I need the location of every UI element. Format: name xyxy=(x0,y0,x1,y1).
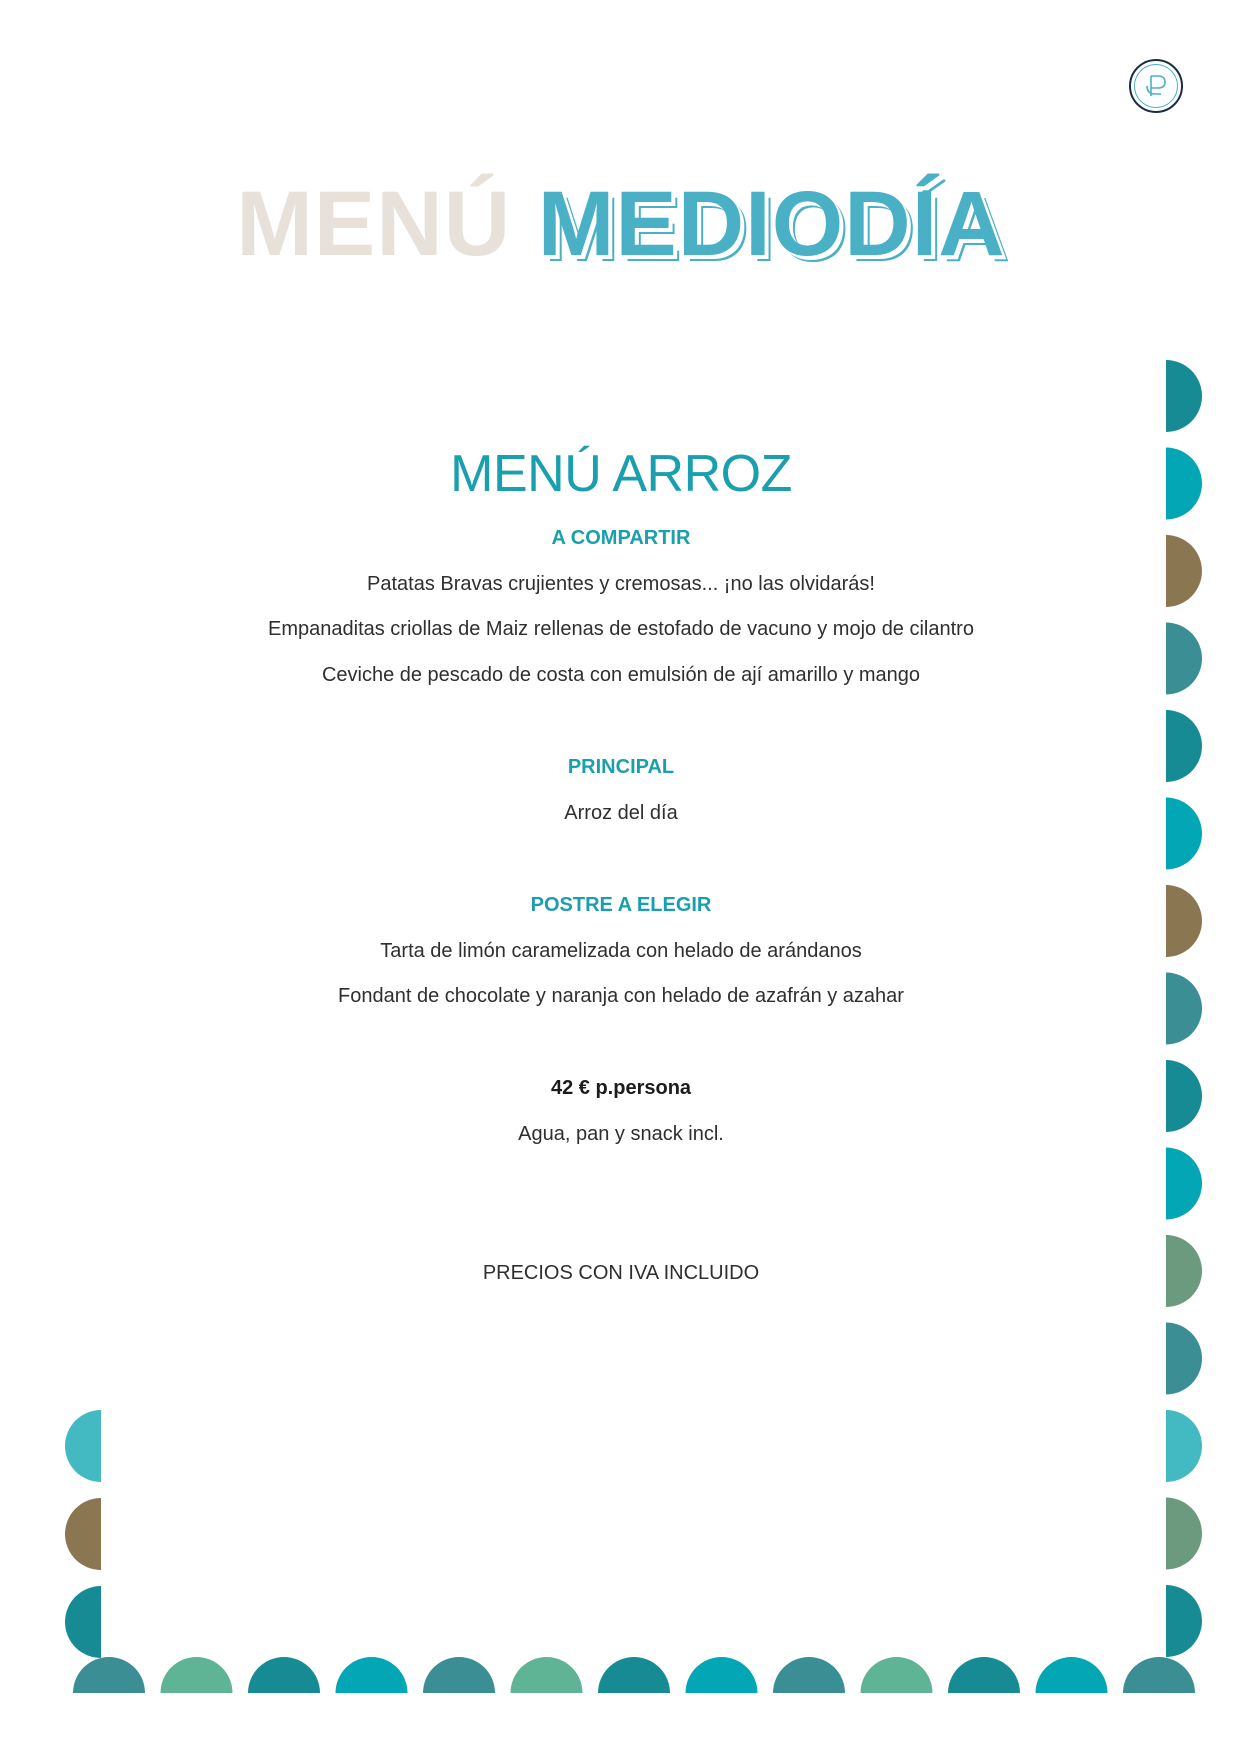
right-half-circle xyxy=(1166,535,1202,607)
includes-note: Agua, pan y snack incl. xyxy=(518,1123,724,1145)
menu-item: Fondant de chocolate y naranja con helado de azafrán y azahar xyxy=(338,985,904,1007)
left-half-circle xyxy=(65,1586,101,1658)
right-half-circle xyxy=(1166,448,1202,520)
bottom-half-circle xyxy=(1123,1657,1195,1693)
right-half-circle xyxy=(1166,1235,1202,1307)
right-half-circle xyxy=(1166,1585,1202,1657)
bottom-half-circle xyxy=(248,1657,320,1693)
bottom-half-circle xyxy=(1036,1657,1108,1693)
section-heading-principal: PRINCIPAL xyxy=(567,756,675,778)
headline-word-menu: MENÚ xyxy=(236,173,512,275)
menu-item: Arroz del día xyxy=(564,802,678,824)
bottom-half-circle xyxy=(511,1657,583,1693)
bottom-half-circle xyxy=(948,1657,1020,1693)
bottom-half-circle xyxy=(336,1657,408,1693)
right-half-circle xyxy=(1166,1323,1202,1395)
menu-item: Empanaditas criollas de Maiz rellenas de estofado de vacuno y mojo de cilantro xyxy=(268,618,974,640)
bottom-half-circle xyxy=(73,1657,145,1693)
right-half-circle xyxy=(1166,710,1202,782)
bottom-half-circle xyxy=(686,1657,758,1693)
right-half-circle xyxy=(1166,798,1202,870)
right-half-circle xyxy=(1166,973,1202,1045)
section-heading-postre: POSTRE A ELEGIR xyxy=(530,894,712,916)
headline-word-mediodia: MEDIODÍA xyxy=(537,173,1006,275)
left-half-circle xyxy=(65,1498,101,1570)
right-half-circle xyxy=(1166,1498,1202,1570)
right-half-circle xyxy=(1166,623,1202,695)
tax-note: PRECIOS CON IVA INCLUIDO xyxy=(482,1262,760,1284)
menu-item: Tarta de limón caramelizada con helado de arándanos xyxy=(380,940,862,962)
bottom-half-circle xyxy=(423,1657,495,1693)
section-heading-compartir: A COMPARTIR xyxy=(551,527,691,549)
menu-title: MENÚ ARROZ xyxy=(450,445,792,503)
bottom-half-circle xyxy=(773,1657,845,1693)
bottom-half-circle xyxy=(598,1657,670,1693)
bottom-half-circle xyxy=(861,1657,933,1693)
left-half-circle xyxy=(65,1410,101,1482)
right-half-circle xyxy=(1166,1410,1202,1482)
menu-item: Patatas Bravas crujientes y cremosas... ¡no las olvidarás! xyxy=(367,573,875,595)
right-half-circle xyxy=(1166,1148,1202,1220)
price: 42 € p.persona xyxy=(550,1077,692,1099)
right-half-circle xyxy=(1166,885,1202,957)
menu-item: Ceviche de pescado de costa con emulsión de ají amarillo y mango xyxy=(321,664,921,686)
bottom-half-circle xyxy=(161,1657,233,1693)
right-half-circle xyxy=(1166,1060,1202,1132)
right-half-circle xyxy=(1166,360,1202,432)
